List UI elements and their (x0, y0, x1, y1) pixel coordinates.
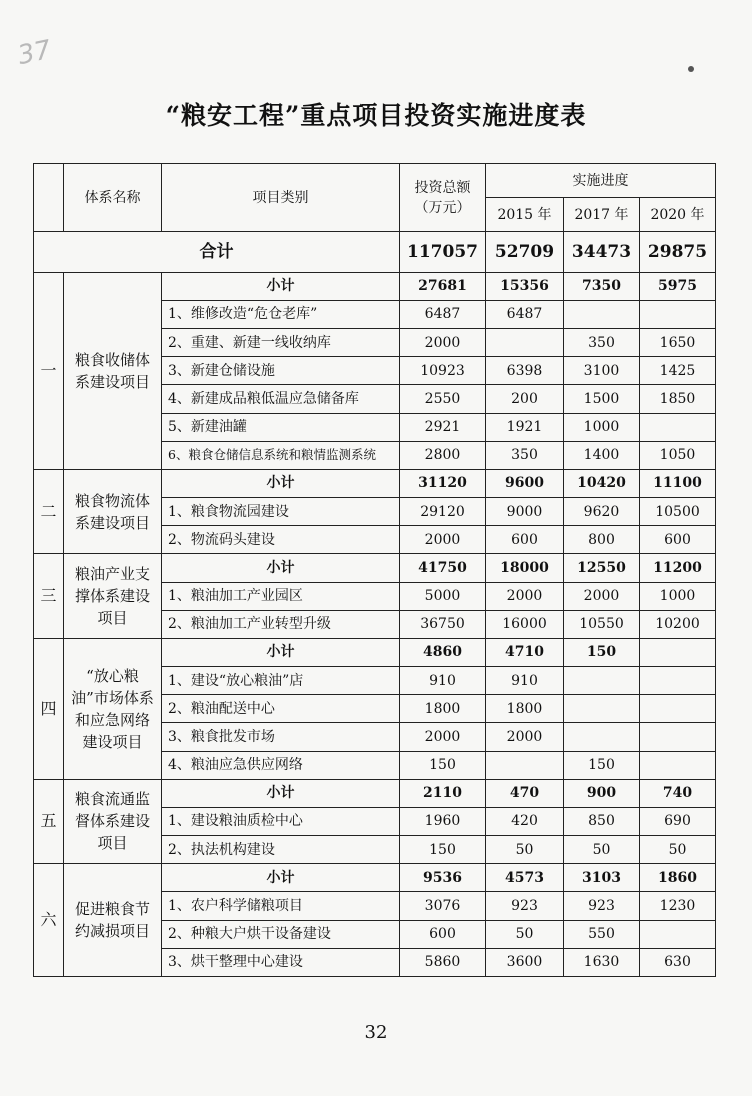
item-label: 5、新建油罐 (162, 413, 400, 441)
subtotal-2015: 4710 (486, 638, 564, 666)
subtotal-label: 小计 (162, 638, 400, 666)
item-2015: 2000 (486, 582, 564, 610)
item-2020: 1050 (640, 441, 716, 469)
item-2020: 10200 (640, 610, 716, 638)
subtotal-label: 小计 (162, 864, 400, 892)
total-2017: 34473 (564, 232, 640, 272)
item-label: 1、粮食物流园建设 (162, 498, 400, 526)
subtotal-row (34, 272, 716, 300)
page-title: “粮安工程”重点项目投资实施进度表 (165, 101, 587, 130)
item-label: 1、建设“放心粮油”店 (162, 667, 400, 695)
system-name: 粮食流通监督体系建设项目 (64, 779, 162, 864)
item-label: 6、粮食仓储信息系统和粮情监测系统 (162, 441, 400, 469)
item-2020 (640, 300, 716, 328)
item-2015: 2000 (486, 723, 564, 751)
header-project-type: 项目类别 (162, 164, 400, 232)
item-investment: 5860 (400, 948, 486, 976)
item-2015: 50 (486, 920, 564, 948)
subtotal-2020 (640, 638, 716, 666)
system-name: 粮食物流体系建设项目 (64, 469, 162, 554)
item-label: 1、建设粮油质检中心 (162, 807, 400, 835)
subtotal-2015: 4573 (486, 864, 564, 892)
item-label: 1、维修改造“危仓老库” (162, 300, 400, 328)
item-2020 (640, 695, 716, 723)
item-investment: 150 (400, 751, 486, 779)
item-2017 (564, 723, 640, 751)
system-name: 促进粮食节约减损项目 (64, 864, 162, 977)
subtotal-2015: 470 (486, 779, 564, 807)
item-label: 4、新建成品粮低温应急储备库 (162, 385, 400, 413)
scan-speck (688, 66, 694, 72)
subtotal-2015: 18000 (486, 554, 564, 582)
item-2020 (640, 667, 716, 695)
item-2017: 800 (564, 526, 640, 554)
item-2015: 1921 (486, 413, 564, 441)
system-index: 二 (34, 469, 64, 554)
item-2015: 923 (486, 892, 564, 920)
system-index: 五 (34, 779, 64, 864)
subtotal-row (34, 638, 716, 666)
item-investment: 600 (400, 920, 486, 948)
item-2017: 50 (564, 836, 640, 864)
item-investment: 10923 (400, 357, 486, 385)
item-2017: 1630 (564, 948, 640, 976)
item-label: 1、粮油加工产业园区 (162, 582, 400, 610)
header-row (34, 164, 716, 198)
header-progress: 实施进度 (486, 164, 716, 198)
item-2020 (640, 723, 716, 751)
item-2020: 1230 (640, 892, 716, 920)
header-investment-total (400, 164, 486, 232)
subtotal-2020: 11200 (640, 554, 716, 582)
subtotal-investment: 2110 (400, 779, 486, 807)
item-2017: 1500 (564, 385, 640, 413)
item-2015: 16000 (486, 610, 564, 638)
item-2020: 1650 (640, 328, 716, 356)
item-2020: 1850 (640, 385, 716, 413)
item-2015: 1800 (486, 695, 564, 723)
subtotal-row (34, 554, 716, 582)
item-2017: 10550 (564, 610, 640, 638)
item-2017: 923 (564, 892, 640, 920)
item-2017: 1000 (564, 413, 640, 441)
subtotal-investment: 9536 (400, 864, 486, 892)
item-investment: 2921 (400, 413, 486, 441)
item-2020: 600 (640, 526, 716, 554)
item-2017: 1400 (564, 441, 640, 469)
subtotal-2020: 5975 (640, 272, 716, 300)
item-investment: 2550 (400, 385, 486, 413)
item-2015: 3600 (486, 948, 564, 976)
item-2017 (564, 667, 640, 695)
subtotal-2015: 9600 (486, 469, 564, 497)
item-investment: 2000 (400, 723, 486, 751)
item-2017: 550 (564, 920, 640, 948)
subtotal-2017: 10420 (564, 469, 640, 497)
item-2017: 9620 (564, 498, 640, 526)
item-2015: 200 (486, 385, 564, 413)
item-2017: 850 (564, 807, 640, 835)
item-investment: 3076 (400, 892, 486, 920)
subtotal-investment: 27681 (400, 272, 486, 300)
subtotal-investment: 41750 (400, 554, 486, 582)
subtotal-label: 小计 (162, 272, 400, 300)
subtotal-investment: 31120 (400, 469, 486, 497)
total-2015: 52709 (486, 232, 564, 272)
system-index: 三 (34, 554, 64, 639)
subtotal-label: 小计 (162, 779, 400, 807)
subtotal-row (34, 864, 716, 892)
system-index: 一 (34, 272, 64, 469)
header-investment-unit: （万元） (414, 199, 471, 216)
subtotal-row (34, 469, 716, 497)
header-investment-label: 投资总额 (414, 179, 471, 196)
item-2015: 6487 (486, 300, 564, 328)
item-2020: 1425 (640, 357, 716, 385)
item-label: 3、烘干整理中心建设 (162, 948, 400, 976)
header-system-name: 体系名称 (64, 164, 162, 232)
item-2017: 2000 (564, 582, 640, 610)
item-2017 (564, 300, 640, 328)
total-investment: 117057 (400, 232, 486, 272)
item-2015: 6398 (486, 357, 564, 385)
item-2020 (640, 920, 716, 948)
item-investment: 1800 (400, 695, 486, 723)
header-year-2017: 2017 年 (564, 198, 640, 232)
item-2015: 50 (486, 836, 564, 864)
item-label: 2、种粮大户烘干设备建设 (162, 920, 400, 948)
subtotal-2020: 740 (640, 779, 716, 807)
subtotal-label: 小计 (162, 554, 400, 582)
system-name: 粮油产业支撑体系建设项目 (64, 554, 162, 639)
item-2017: 150 (564, 751, 640, 779)
total-row (34, 232, 716, 272)
item-2020: 10500 (640, 498, 716, 526)
item-2015: 420 (486, 807, 564, 835)
item-investment: 36750 (400, 610, 486, 638)
subtotal-2017: 12550 (564, 554, 640, 582)
item-2017: 350 (564, 328, 640, 356)
handwritten-page-mark: 37 (15, 34, 54, 72)
subtotal-2020: 11100 (640, 469, 716, 497)
item-investment: 150 (400, 836, 486, 864)
subtotal-2017: 900 (564, 779, 640, 807)
item-label: 2、重建、新建一线收纳库 (162, 328, 400, 356)
item-investment: 910 (400, 667, 486, 695)
item-investment: 6487 (400, 300, 486, 328)
investment-progress-table (33, 163, 716, 977)
item-2015: 350 (486, 441, 564, 469)
item-2020: 50 (640, 836, 716, 864)
item-label: 2、物流码头建设 (162, 526, 400, 554)
subtotal-2017: 7350 (564, 272, 640, 300)
item-investment: 5000 (400, 582, 486, 610)
item-label: 3、新建仓储设施 (162, 357, 400, 385)
item-2020: 630 (640, 948, 716, 976)
subtotal-investment: 4860 (400, 638, 486, 666)
item-label: 1、农户科学储粮项目 (162, 892, 400, 920)
item-2020 (640, 413, 716, 441)
system-name: “放心粮油”市场体系和应急网络建设项目 (64, 638, 162, 779)
item-2015: 9000 (486, 498, 564, 526)
subtotal-2015: 15356 (486, 272, 564, 300)
total-label: 合计 (34, 232, 400, 272)
header-year-2020: 2020 年 (640, 198, 716, 232)
subtotal-2020: 1860 (640, 864, 716, 892)
item-2020: 690 (640, 807, 716, 835)
subtotal-row (34, 779, 716, 807)
item-label: 2、粮油配送中心 (162, 695, 400, 723)
header-year-2015: 2015 年 (486, 198, 564, 232)
item-2015 (486, 751, 564, 779)
item-2017: 3100 (564, 357, 640, 385)
system-index: 四 (34, 638, 64, 779)
item-investment: 1960 (400, 807, 486, 835)
total-2020: 29875 (640, 232, 716, 272)
header-blank-cell (34, 164, 64, 232)
item-2020 (640, 751, 716, 779)
item-label: 3、粮食批发市场 (162, 723, 400, 751)
item-2015: 910 (486, 667, 564, 695)
system-index: 六 (34, 864, 64, 977)
item-investment: 29120 (400, 498, 486, 526)
system-name: 粮食收储体系建设项目 (64, 272, 162, 469)
item-2017 (564, 695, 640, 723)
item-label: 2、粮油加工产业转型升级 (162, 610, 400, 638)
subtotal-label: 小计 (162, 469, 400, 497)
item-2015 (486, 328, 564, 356)
subtotal-2017: 150 (564, 638, 640, 666)
subtotal-2017: 3103 (564, 864, 640, 892)
item-2020: 1000 (640, 582, 716, 610)
item-investment: 2000 (400, 328, 486, 356)
item-investment: 2800 (400, 441, 486, 469)
item-label: 2、执法机构建设 (162, 836, 400, 864)
item-investment: 2000 (400, 526, 486, 554)
page-number: 32 (364, 1022, 388, 1043)
item-2015: 600 (486, 526, 564, 554)
item-label: 4、粮油应急供应网络 (162, 751, 400, 779)
